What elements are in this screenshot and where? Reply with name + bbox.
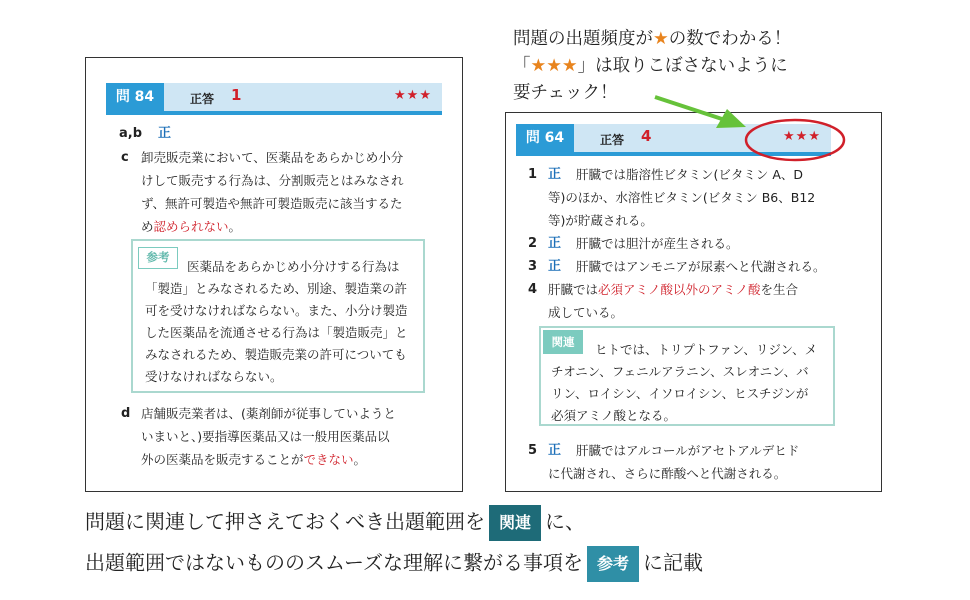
- reference-line: した医薬品を流通させる行為は「製造販売」と: [145, 325, 408, 340]
- sanko-tag: 参考: [138, 247, 178, 269]
- callout-line-3: 要チェック！: [513, 83, 618, 103]
- question-number: 問 64: [516, 124, 574, 152]
- explanation-line: けして販売する行為は、分割販売とはみなされ: [141, 173, 404, 188]
- explanation-line: 肝臓ではアルコールがアセトアルデヒド: [576, 443, 800, 458]
- item-number: 2: [528, 236, 538, 251]
- question-number: 問 84: [106, 83, 164, 111]
- reference-line: 可を受けなければならない。また、小分け製造: [145, 303, 408, 318]
- kanren-legend-tag: 関連: [489, 505, 541, 541]
- reference-line: みなされるため、製造販売業の許可についても: [145, 347, 407, 362]
- sanko-legend-tag: 参考: [587, 546, 639, 582]
- callout-text: 問題の出題頻度が: [513, 29, 653, 49]
- pointer-arrow-icon: [655, 97, 722, 119]
- explanation-line: 肝臓では脂溶性ビタミン(ビタミン A、D: [576, 167, 804, 182]
- answer-label: 正答: [600, 133, 625, 147]
- kanren-tag: 関連: [543, 330, 583, 354]
- explanation-line: 肝臓ではアンモニアが尿素へと代謝される。: [576, 259, 826, 274]
- explanation-line: 成している。: [548, 305, 624, 320]
- item-label: a,b: [119, 126, 143, 141]
- highlight-text: できない: [303, 452, 354, 467]
- highlight-text: 必須アミノ酸以外のアミノ酸: [598, 282, 761, 297]
- explanation-line: 卸売販売業において、医薬品をあらかじめ小分: [141, 150, 404, 165]
- explanation-line: いまいと、)要指導医薬品又は一般用医薬品以: [141, 429, 390, 444]
- answer-value: 4: [641, 127, 652, 145]
- callout-text: 」は取りこぼさないように: [577, 56, 788, 76]
- text: 肝臓では: [548, 282, 599, 297]
- related-line: ヒトでは、トリプトファン、リジン、メ: [595, 342, 818, 357]
- item-label: d: [121, 406, 131, 421]
- explanation-line: に代謝され、さらに酢酸へと代謝される。: [548, 466, 787, 481]
- reference-line: 受けなければならない。: [145, 369, 283, 384]
- explanation-line: ず、無許可製造や無許可製造販売に該当するた: [141, 196, 403, 211]
- text: 。: [228, 219, 242, 234]
- correct-mark: 正: [548, 259, 562, 274]
- correct-mark: 正: [548, 443, 562, 458]
- item-number: 4: [528, 282, 538, 297]
- related-line: リン、ロイシン、イソロイシン、ヒスチジンが: [551, 386, 809, 401]
- bottom-line-2: [85, 546, 703, 582]
- reference-line: 「製造」とみなされるため、別途、製造業の許: [145, 281, 408, 296]
- item-label: c: [121, 150, 129, 165]
- text: 外の医薬品を販売することが: [141, 452, 304, 467]
- bottom-text: 問題に関連して押さえておくべき出題範囲を: [85, 509, 485, 534]
- item-number: 3: [528, 259, 538, 274]
- stars-icon: ★★★: [530, 56, 578, 76]
- highlight-text: 認められない: [153, 219, 229, 234]
- explanation-line: 等)が貯蔵される。: [548, 213, 653, 228]
- answer-label: 正答: [190, 92, 215, 106]
- reference-line: 医薬品をあらかじめ小分けする行為は: [187, 259, 400, 274]
- highlight-circle: [746, 120, 844, 160]
- explanation-line: 等)のほか、水溶性ビタミン(ビタミン B6、B12: [548, 190, 816, 205]
- callout-text: 「: [513, 56, 531, 76]
- correct-mark: 正: [548, 236, 562, 251]
- correct-mark: 正: [158, 126, 172, 141]
- text: め: [141, 219, 154, 234]
- explanation-line: 肝臓では胆汁が産生される。: [576, 236, 739, 251]
- related-line: チオニン、フェニルアラニン、スレオニン、バ: [551, 364, 809, 379]
- bottom-text: に記載: [643, 550, 704, 575]
- difficulty-stars: ★★★: [394, 88, 432, 103]
- bottom-text: 出題範囲ではないもののスムーズな理解に繋がる事項を: [85, 550, 583, 575]
- related-line: 必須アミノ酸となる。: [551, 408, 677, 423]
- explanation-line: 店舗販売業者は、(薬剤師が従事していようと: [141, 406, 396, 421]
- bottom-line-1: [85, 505, 585, 541]
- difficulty-stars: ★★★: [783, 129, 821, 144]
- item-number: 5: [528, 443, 538, 458]
- star-icon: ★: [653, 29, 669, 49]
- answer-value: 1: [231, 86, 242, 104]
- item-number: 1: [528, 167, 538, 182]
- text: を生合: [760, 282, 799, 297]
- bottom-text: に、: [545, 509, 586, 534]
- callout-text: の数でわかる！: [668, 29, 792, 49]
- text: 。: [353, 452, 367, 467]
- correct-mark: 正: [548, 167, 562, 182]
